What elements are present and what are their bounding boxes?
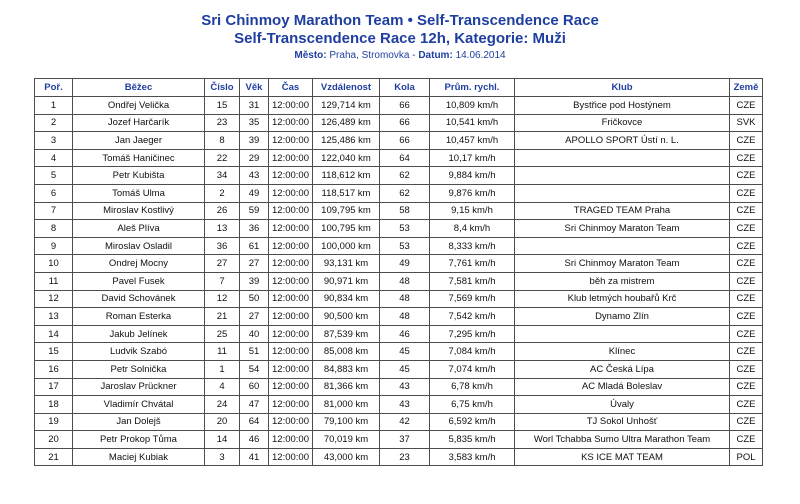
cell-avg-speed: 6,592 km/h	[430, 413, 515, 431]
cell-runner: Petr Prokop Tůma	[73, 431, 205, 449]
cell-distance: 81,366 km	[313, 378, 380, 396]
column-header-laps: Kola	[380, 79, 430, 97]
cell-age: 27	[240, 308, 269, 326]
cell-distance: 79,100 km	[313, 413, 380, 431]
table-row	[35, 308, 763, 326]
cell-country: CZE	[730, 290, 763, 308]
cell-distance: 93,131 km	[313, 255, 380, 273]
cell-laps: 43	[380, 396, 430, 414]
cell-time: 12:00:00	[269, 167, 313, 185]
cell-runner: Ondřej Velička	[73, 97, 205, 115]
cell-number: 14	[205, 431, 240, 449]
cell-rank: 5	[35, 167, 73, 185]
column-header-number: Číslo	[205, 79, 240, 97]
cell-number: 23	[205, 114, 240, 132]
cell-rank: 9	[35, 237, 73, 255]
cell-age: 47	[240, 396, 269, 414]
cell-country: CZE	[730, 343, 763, 361]
table-row	[35, 325, 763, 343]
cell-number: 3	[205, 448, 240, 466]
cell-runner: Jaroslav Prückner	[73, 378, 205, 396]
table-row	[35, 114, 763, 132]
cell-club: KS ICE MAT TEAM	[515, 448, 730, 466]
cell-number: 20	[205, 413, 240, 431]
cell-avg-speed: 8,333 km/h	[430, 237, 515, 255]
cell-runner: Jozef Harčarík	[73, 114, 205, 132]
cell-laps: 49	[380, 255, 430, 273]
cell-age: 41	[240, 448, 269, 466]
cell-age: 60	[240, 378, 269, 396]
cell-club: AC Česká Lípa	[515, 360, 730, 378]
cell-age: 49	[240, 184, 269, 202]
cell-rank: 2	[35, 114, 73, 132]
cell-runner: Aleš Plíva	[73, 220, 205, 238]
cell-avg-speed: 7,581 km/h	[430, 272, 515, 290]
cell-distance: 81,000 km	[313, 396, 380, 414]
cell-rank: 16	[35, 360, 73, 378]
cell-time: 12:00:00	[269, 431, 313, 449]
cell-avg-speed: 7,761 km/h	[430, 255, 515, 273]
cell-time: 12:00:00	[269, 343, 313, 361]
cell-time: 12:00:00	[269, 237, 313, 255]
table-row	[35, 167, 763, 185]
cell-avg-speed: 6,75 km/h	[430, 396, 515, 414]
cell-distance: 129,714 km	[313, 97, 380, 115]
cell-distance: 84,883 km	[313, 360, 380, 378]
table-row	[35, 97, 763, 115]
cell-club: TJ Sokol Unhošť	[515, 413, 730, 431]
cell-number: 8	[205, 132, 240, 150]
table-row	[35, 378, 763, 396]
cell-laps: 66	[380, 114, 430, 132]
cell-runner: Petr Solnička	[73, 360, 205, 378]
cell-age: 64	[240, 413, 269, 431]
cell-time: 12:00:00	[269, 325, 313, 343]
column-header-age: Věk	[240, 79, 269, 97]
cell-laps: 43	[380, 378, 430, 396]
cell-country: CZE	[730, 202, 763, 220]
cell-laps: 53	[380, 220, 430, 238]
table-row	[35, 272, 763, 290]
cell-number: 22	[205, 149, 240, 167]
cell-rank: 11	[35, 272, 73, 290]
cell-rank: 4	[35, 149, 73, 167]
cell-number: 2	[205, 184, 240, 202]
cell-rank: 14	[35, 325, 73, 343]
cell-rank: 1	[35, 97, 73, 115]
cell-laps: 64	[380, 149, 430, 167]
cell-number: 15	[205, 97, 240, 115]
cell-number: 34	[205, 167, 240, 185]
cell-avg-speed: 7,569 km/h	[430, 290, 515, 308]
cell-rank: 7	[35, 202, 73, 220]
cell-club: Sri Chinmoy Maraton Team	[515, 220, 730, 238]
cell-runner: Jan Jaeger	[73, 132, 205, 150]
cell-time: 12:00:00	[269, 220, 313, 238]
cell-age: 61	[240, 237, 269, 255]
cell-club	[515, 325, 730, 343]
cell-club: Úvaly	[515, 396, 730, 414]
cell-distance: 90,971 km	[313, 272, 380, 290]
cell-number: 21	[205, 308, 240, 326]
cell-rank: 21	[35, 448, 73, 466]
cell-age: 29	[240, 149, 269, 167]
cell-country: CZE	[730, 272, 763, 290]
cell-distance: 109,795 km	[313, 202, 380, 220]
table-row	[35, 343, 763, 361]
cell-avg-speed: 6,78 km/h	[430, 378, 515, 396]
column-header-runner: Běžec	[73, 79, 205, 97]
cell-rank: 8	[35, 220, 73, 238]
cell-avg-speed: 9,884 km/h	[430, 167, 515, 185]
cell-country: CZE	[730, 255, 763, 273]
cell-time: 12:00:00	[269, 308, 313, 326]
cell-distance: 118,517 km	[313, 184, 380, 202]
cell-club: Fričkovce	[515, 114, 730, 132]
cell-country: CZE	[730, 184, 763, 202]
cell-runner: David Schovánek	[73, 290, 205, 308]
cell-number: 24	[205, 396, 240, 414]
cell-club: Klínec	[515, 343, 730, 361]
cell-country: CZE	[730, 132, 763, 150]
cell-runner: Tomáš Ulma	[73, 184, 205, 202]
table-row	[35, 448, 763, 466]
cell-laps: 58	[380, 202, 430, 220]
cell-age: 31	[240, 97, 269, 115]
cell-number: 12	[205, 290, 240, 308]
cell-avg-speed: 5,835 km/h	[430, 431, 515, 449]
cell-laps: 48	[380, 308, 430, 326]
cell-time: 12:00:00	[269, 360, 313, 378]
cell-club: Sri Chinmoy Maraton Team	[515, 255, 730, 273]
cell-avg-speed: 10,809 km/h	[430, 97, 515, 115]
cell-avg-speed: 7,084 km/h	[430, 343, 515, 361]
cell-country: CZE	[730, 308, 763, 326]
cell-number: 7	[205, 272, 240, 290]
cell-rank: 17	[35, 378, 73, 396]
table-row	[35, 396, 763, 414]
cell-avg-speed: 9,15 km/h	[430, 202, 515, 220]
cell-time: 12:00:00	[269, 149, 313, 167]
page-title: Sri Chinmoy Marathon Team • Self-Transcendence Race	[201, 12, 599, 29]
cell-avg-speed: 10,457 km/h	[430, 132, 515, 150]
cell-runner: Tomáš Haničinec	[73, 149, 205, 167]
cell-number: 4	[205, 378, 240, 396]
city-label: Město:	[294, 50, 327, 61]
cell-number: 36	[205, 237, 240, 255]
cell-rank: 13	[35, 308, 73, 326]
cell-country: CZE	[730, 325, 763, 343]
cell-laps: 62	[380, 167, 430, 185]
cell-laps: 48	[380, 272, 430, 290]
cell-time: 12:00:00	[269, 272, 313, 290]
cell-runner: Pavel Fusek	[73, 272, 205, 290]
cell-country: CZE	[730, 167, 763, 185]
cell-distance: 43,000 km	[313, 448, 380, 466]
column-header-country: Země	[730, 79, 763, 97]
cell-laps: 66	[380, 97, 430, 115]
cell-number: 26	[205, 202, 240, 220]
cell-runner: Ondrej Mocny	[73, 255, 205, 273]
table-row	[35, 237, 763, 255]
cell-age: 36	[240, 220, 269, 238]
table-row	[35, 360, 763, 378]
cell-country: CZE	[730, 97, 763, 115]
cell-distance: 87,539 km	[313, 325, 380, 343]
cell-distance: 100,000 km	[313, 237, 380, 255]
cell-age: 39	[240, 272, 269, 290]
cell-runner: Vladimír Chvátal	[73, 396, 205, 414]
cell-time: 12:00:00	[269, 378, 313, 396]
cell-club	[515, 167, 730, 185]
city-value: Praha, Stromovka	[329, 50, 410, 61]
cell-country: CZE	[730, 413, 763, 431]
race-location-date: Město: Praha, Stromovka - Datum: 14.06.2014	[294, 50, 506, 61]
date-label: Datum:	[418, 50, 453, 61]
cell-laps: 48	[380, 290, 430, 308]
cell-country: CZE	[730, 360, 763, 378]
cell-age: 27	[240, 255, 269, 273]
cell-runner: Miroslav Osladil	[73, 237, 205, 255]
column-header-rank: Poř.	[35, 79, 73, 97]
cell-age: 51	[240, 343, 269, 361]
cell-club: APOLLO SPORT Ústí n. L.	[515, 132, 730, 150]
cell-distance: 90,500 km	[313, 308, 380, 326]
cell-club	[515, 237, 730, 255]
header	[0, 0, 800, 62]
cell-runner: Jan Dolejš	[73, 413, 205, 431]
cell-time: 12:00:00	[269, 413, 313, 431]
cell-runner: Petr Kubišta	[73, 167, 205, 185]
table-row	[35, 220, 763, 238]
column-header-distance: Vzdálenost	[313, 79, 380, 97]
cell-laps: 62	[380, 184, 430, 202]
cell-avg-speed: 10,541 km/h	[430, 114, 515, 132]
cell-rank: 3	[35, 132, 73, 150]
cell-number: 1	[205, 360, 240, 378]
column-header-club: Klub	[515, 79, 730, 97]
table-row	[35, 149, 763, 167]
cell-number: 25	[205, 325, 240, 343]
cell-avg-speed: 7,542 km/h	[430, 308, 515, 326]
column-header-avg-speed: Prům. rychl.	[430, 79, 515, 97]
cell-time: 12:00:00	[269, 202, 313, 220]
cell-distance: 85,008 km	[313, 343, 380, 361]
cell-avg-speed: 8,4 km/h	[430, 220, 515, 238]
cell-club: Klub letmých houbařů Krč	[515, 290, 730, 308]
cell-distance: 126,489 km	[313, 114, 380, 132]
cell-laps: 23	[380, 448, 430, 466]
cell-rank: 19	[35, 413, 73, 431]
cell-laps: 42	[380, 413, 430, 431]
column-header-time: Čas	[269, 79, 313, 97]
cell-laps: 46	[380, 325, 430, 343]
cell-runner: Maciej Kubiak	[73, 448, 205, 466]
cell-age: 40	[240, 325, 269, 343]
cell-club: AC Mladá Boleslav	[515, 378, 730, 396]
race-category-title: Self-Transcendence Race 12h, Kategorie: Muži	[234, 30, 566, 47]
table-header-row	[35, 79, 763, 97]
cell-laps: 45	[380, 343, 430, 361]
cell-distance: 100,795 km	[313, 220, 380, 238]
table-body	[35, 97, 763, 466]
cell-distance: 122,040 km	[313, 149, 380, 167]
cell-rank: 6	[35, 184, 73, 202]
cell-laps: 53	[380, 237, 430, 255]
date-value: 14.06.2014	[455, 50, 506, 61]
cell-time: 12:00:00	[269, 396, 313, 414]
table-row	[35, 413, 763, 431]
cell-number: 11	[205, 343, 240, 361]
cell-time: 12:00:00	[269, 114, 313, 132]
table-row	[35, 255, 763, 273]
table-row	[35, 184, 763, 202]
cell-time: 12:00:00	[269, 132, 313, 150]
cell-country: CZE	[730, 378, 763, 396]
table-row	[35, 431, 763, 449]
cell-distance: 125,486 km	[313, 132, 380, 150]
cell-club: Dynamo Zlín	[515, 308, 730, 326]
cell-distance: 70,019 km	[313, 431, 380, 449]
cell-country: CZE	[730, 237, 763, 255]
cell-club: Bystřice pod Hostýnem	[515, 97, 730, 115]
cell-country: CZE	[730, 220, 763, 238]
cell-avg-speed: 3,583 km/h	[430, 448, 515, 466]
cell-rank: 10	[35, 255, 73, 273]
cell-avg-speed: 7,074 km/h	[430, 360, 515, 378]
cell-country: CZE	[730, 431, 763, 449]
results-table	[34, 78, 763, 466]
cell-laps: 66	[380, 132, 430, 150]
cell-laps: 37	[380, 431, 430, 449]
cell-age: 54	[240, 360, 269, 378]
cell-laps: 45	[380, 360, 430, 378]
table-row	[35, 290, 763, 308]
cell-club	[515, 149, 730, 167]
cell-runner: Roman Esterka	[73, 308, 205, 326]
cell-rank: 20	[35, 431, 73, 449]
cell-age: 46	[240, 431, 269, 449]
cell-country: CZE	[730, 149, 763, 167]
table-row	[35, 202, 763, 220]
table-row	[35, 132, 763, 150]
cell-runner: Ludvik Szabó	[73, 343, 205, 361]
cell-rank: 12	[35, 290, 73, 308]
cell-time: 12:00:00	[269, 97, 313, 115]
cell-age: 59	[240, 202, 269, 220]
cell-avg-speed: 9,876 km/h	[430, 184, 515, 202]
cell-time: 12:00:00	[269, 448, 313, 466]
cell-runner: Jakub Jelínek	[73, 325, 205, 343]
cell-club	[515, 184, 730, 202]
cell-rank: 18	[35, 396, 73, 414]
cell-rank: 15	[35, 343, 73, 361]
cell-time: 12:00:00	[269, 290, 313, 308]
cell-club: TRAGED TEAM Praha	[515, 202, 730, 220]
cell-time: 12:00:00	[269, 255, 313, 273]
cell-distance: 90,834 km	[313, 290, 380, 308]
cell-distance: 118,612 km	[313, 167, 380, 185]
cell-country: POL	[730, 448, 763, 466]
cell-club: Worl Tchabba Sumo Ultra Marathon Team	[515, 431, 730, 449]
cell-time: 12:00:00	[269, 184, 313, 202]
cell-runner: Miroslav Kostlivý	[73, 202, 205, 220]
cell-number: 13	[205, 220, 240, 238]
cell-number: 27	[205, 255, 240, 273]
cell-club: běh za mistrem	[515, 272, 730, 290]
cell-age: 39	[240, 132, 269, 150]
cell-country: CZE	[730, 396, 763, 414]
cell-age: 35	[240, 114, 269, 132]
cell-avg-speed: 10,17 km/h	[430, 149, 515, 167]
cell-age: 50	[240, 290, 269, 308]
cell-age: 43	[240, 167, 269, 185]
cell-avg-speed: 7,295 km/h	[430, 325, 515, 343]
cell-country: SVK	[730, 114, 763, 132]
